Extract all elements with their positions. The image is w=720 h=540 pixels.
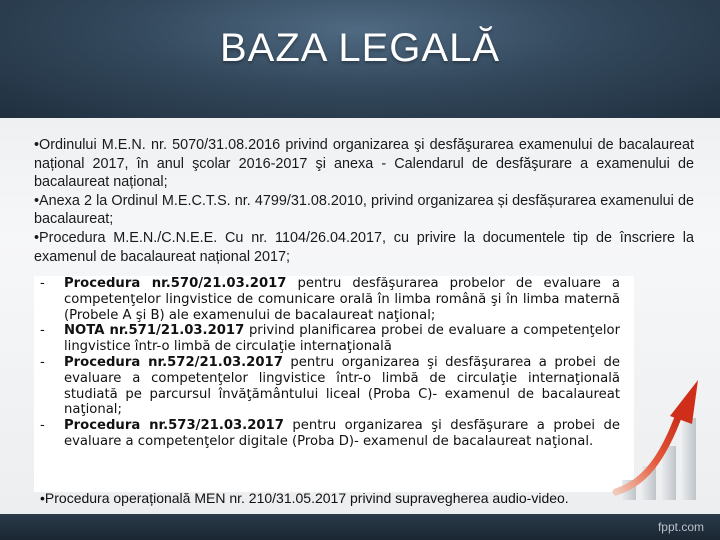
dash-marker: - [40,354,45,370]
procedure-ref: NOTA nr.571/21.03.2017 [64,323,245,339]
bullet-marker: • [34,229,40,246]
bullet-text: Procedura M.E.N./C.N.E.E. Cu nr. 1104/26.04.2017, cu privire la documentele tip de înscriere la examenul de bacalaureat național 2017; [34,229,694,265]
bullet-item [34,192,694,229]
procedure-text: pentru organizarea şi desfăşurarea a probei de evaluare a competenţelor lingvistice într-o limbă de circulaţie internaţională studiată pe parcursul învăţământului liceal (Proba C)- examenul de bacalaureat naţional; [64,354,621,418]
procedure-item [34,418,634,450]
bullet-text: Ordinului M.E.N. nr. 5070/31.08.2016 privind organizarea şi desfăşurarea examenului de bacalaureat național 2017, în anul şcolar 2016-2017 şi anexa - Calendarul de desfăşurare a examenului de bacalaureat național; [34,137,694,191]
dash-marker: - [40,418,45,434]
embedded-document-image [34,276,634,492]
procedure-item [34,276,634,323]
dash-marker: - [40,276,45,291]
bullet-marker: • [34,192,40,209]
bullet-marker: • [34,137,40,153]
footer-note: •Procedura operațională MEN nr. 210/31.05.2017 privind supravegherea audio-video. [40,490,569,506]
procedure-ref: Procedura nr.572/21.03.2017 [64,354,283,370]
procedure-item [34,323,634,355]
dash-marker: - [40,323,45,339]
slide-title: BAZA LEGALĂ [219,26,501,70]
bar-4 [682,418,696,500]
procedure-ref: Procedura nr.573/21.03.2017 [64,418,284,434]
bullet-item [34,229,694,266]
watermark: fppt.com [657,520,704,534]
procedure-text: privind planificarea probei de evaluare a competenţelor lingvistice într-o limbă de circulaţie internaţională [64,323,620,355]
bullet-item [34,136,694,192]
growth-arrow-icon [612,372,708,504]
procedure-text: pentru desfăşurarea probelor de evaluare a competenţelor lingvistice de comunicare orală în limba română şi în limba maternă (Probele A şi B) ale examenului de bacalaureat naţional; [64,276,620,323]
bullet-text: Anexa 2 la Ordinul M.E.C.T.S. nr. 4799/31.08.2010, privind organizarea și desfășurarea examenului de bacalaureat; [34,192,694,228]
bullet-list [34,136,694,266]
procedure-ref: Procedura nr.570/21.03.2017 [64,276,287,291]
procedure-item [34,355,634,418]
arrow-head [670,380,698,424]
footer-band [0,514,720,540]
procedure-text: pentru organizarea şi desfăşurare a probei de evaluare a competenţelor digitale (Proba D)- examenul de bacalaureat naţional. [64,418,621,449]
